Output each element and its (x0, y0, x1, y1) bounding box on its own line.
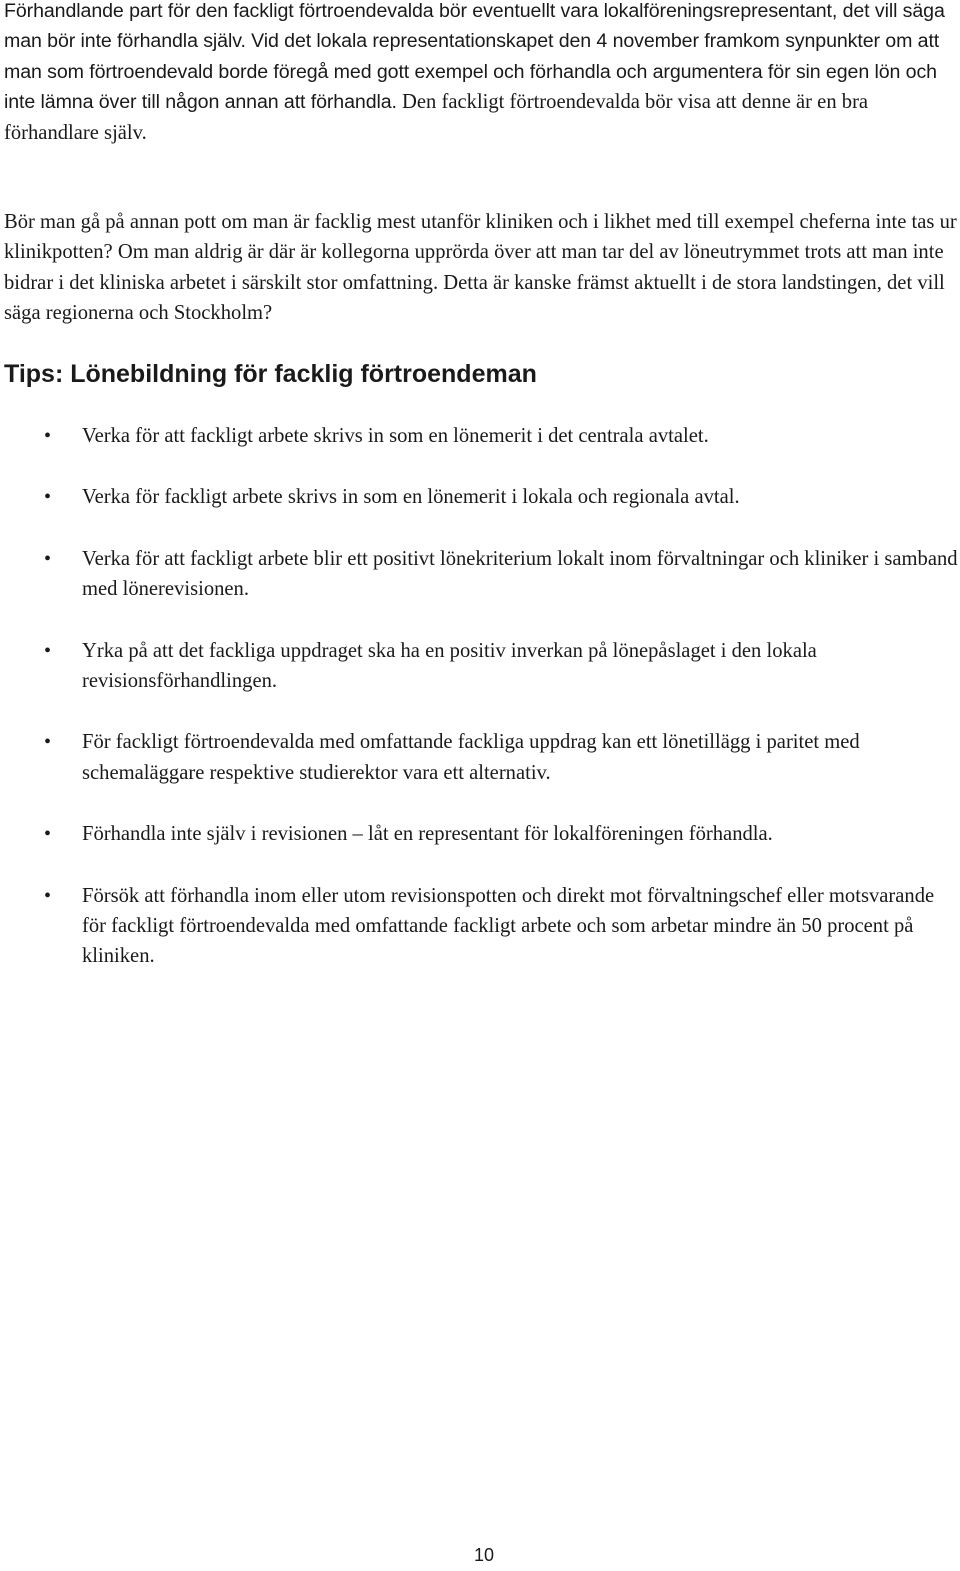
bullet-icon: • (44, 547, 52, 570)
list-item-text: Verka för att fackligt arbete blir ett positivt lönekriterium lokalt inom förvaltningar och kliniker i samband med lönerevisionen. (82, 547, 958, 601)
list-item (0, 544, 960, 605)
list-item (0, 636, 960, 697)
bullet-icon: • (44, 731, 52, 754)
tips-list (0, 421, 960, 972)
list-item-text: Verka för att fackligt arbete skrivs in som en lönemerit i det centrala avtalet. (82, 425, 709, 447)
list-item (0, 482, 960, 512)
section-heading: Tips: Lönebildning för facklig förtroendeman (4, 360, 537, 388)
list-item-text: Yrka på att det fackliga uppdraget ska ha en positiv inverkan på lönepåslaget i den lokala revisionsförhandlingen. (82, 639, 817, 693)
bullet-icon: • (44, 823, 52, 846)
list-item-text: Verka för fackligt arbete skrivs in som en lönemerit i lokala och regionala avtal. (82, 486, 740, 509)
list-item (0, 881, 960, 972)
list-item-text: För fackligt förtroendevalda med omfattande fackliga uppdrag kan ett lönetillägg i paritet med schemaläggare respektive studierektor vara ett alternativ. (82, 731, 860, 784)
body-paragraph-2: Bör man gå på annan pott om man är facklig mest utanför kliniken och i likhet med till exempel cheferna inte tas ur klinikpotten? Om man aldrig är där är kollegorna upprörda över att man tar del av löneutrymmet trots att man inte bidrar i det kliniska arbetet i särskilt stor omfattning. Detta är kanske främst aktuellt i de stora landstingen, det vill säga regionerna och Stockholm? (4, 211, 957, 325)
list-item (0, 421, 960, 451)
list-item-text: Försök att förhandla inom eller utom revisionspotten och direkt mot förvaltningschef eller motsvarande för fackligt förtroendevalda med omfattande fackligt arbete och som arbetar mindre än 50 procent på kliniken. (82, 884, 935, 968)
list-item (0, 819, 960, 849)
body-paragraph-1 (4, 0, 960, 148)
list-item-text: Förhandla inte själv i revisionen – låt en representant för lokalföreningen förhandla. (82, 823, 773, 846)
page-number: 10 (473, 1545, 495, 1565)
bullet-icon: • (44, 639, 52, 662)
bullet-icon: • (44, 425, 52, 447)
bullet-icon: • (44, 486, 52, 509)
body-paragraph-1-part-2: Den fackligt förtroendevalda bör visa att denne är en bra förhandlare själv. (4, 91, 869, 144)
bullet-icon: • (44, 884, 52, 907)
body-paragraph-1-part-1: Förhandlande part för den fackligt förtroendevalda bör eventuellt vara lokalföreningsrepresentant, det vill säga man bör inte förhandla själv. Vid det lokala representationskapet den 4 november framkom synpunkter om att man som förtroendevald borde föregå med gott exempel och förhandla och argumentera för sin egen lön och inte lämna över till någon annan att förhandla. (4, 0, 945, 114)
list-item (0, 727, 960, 788)
